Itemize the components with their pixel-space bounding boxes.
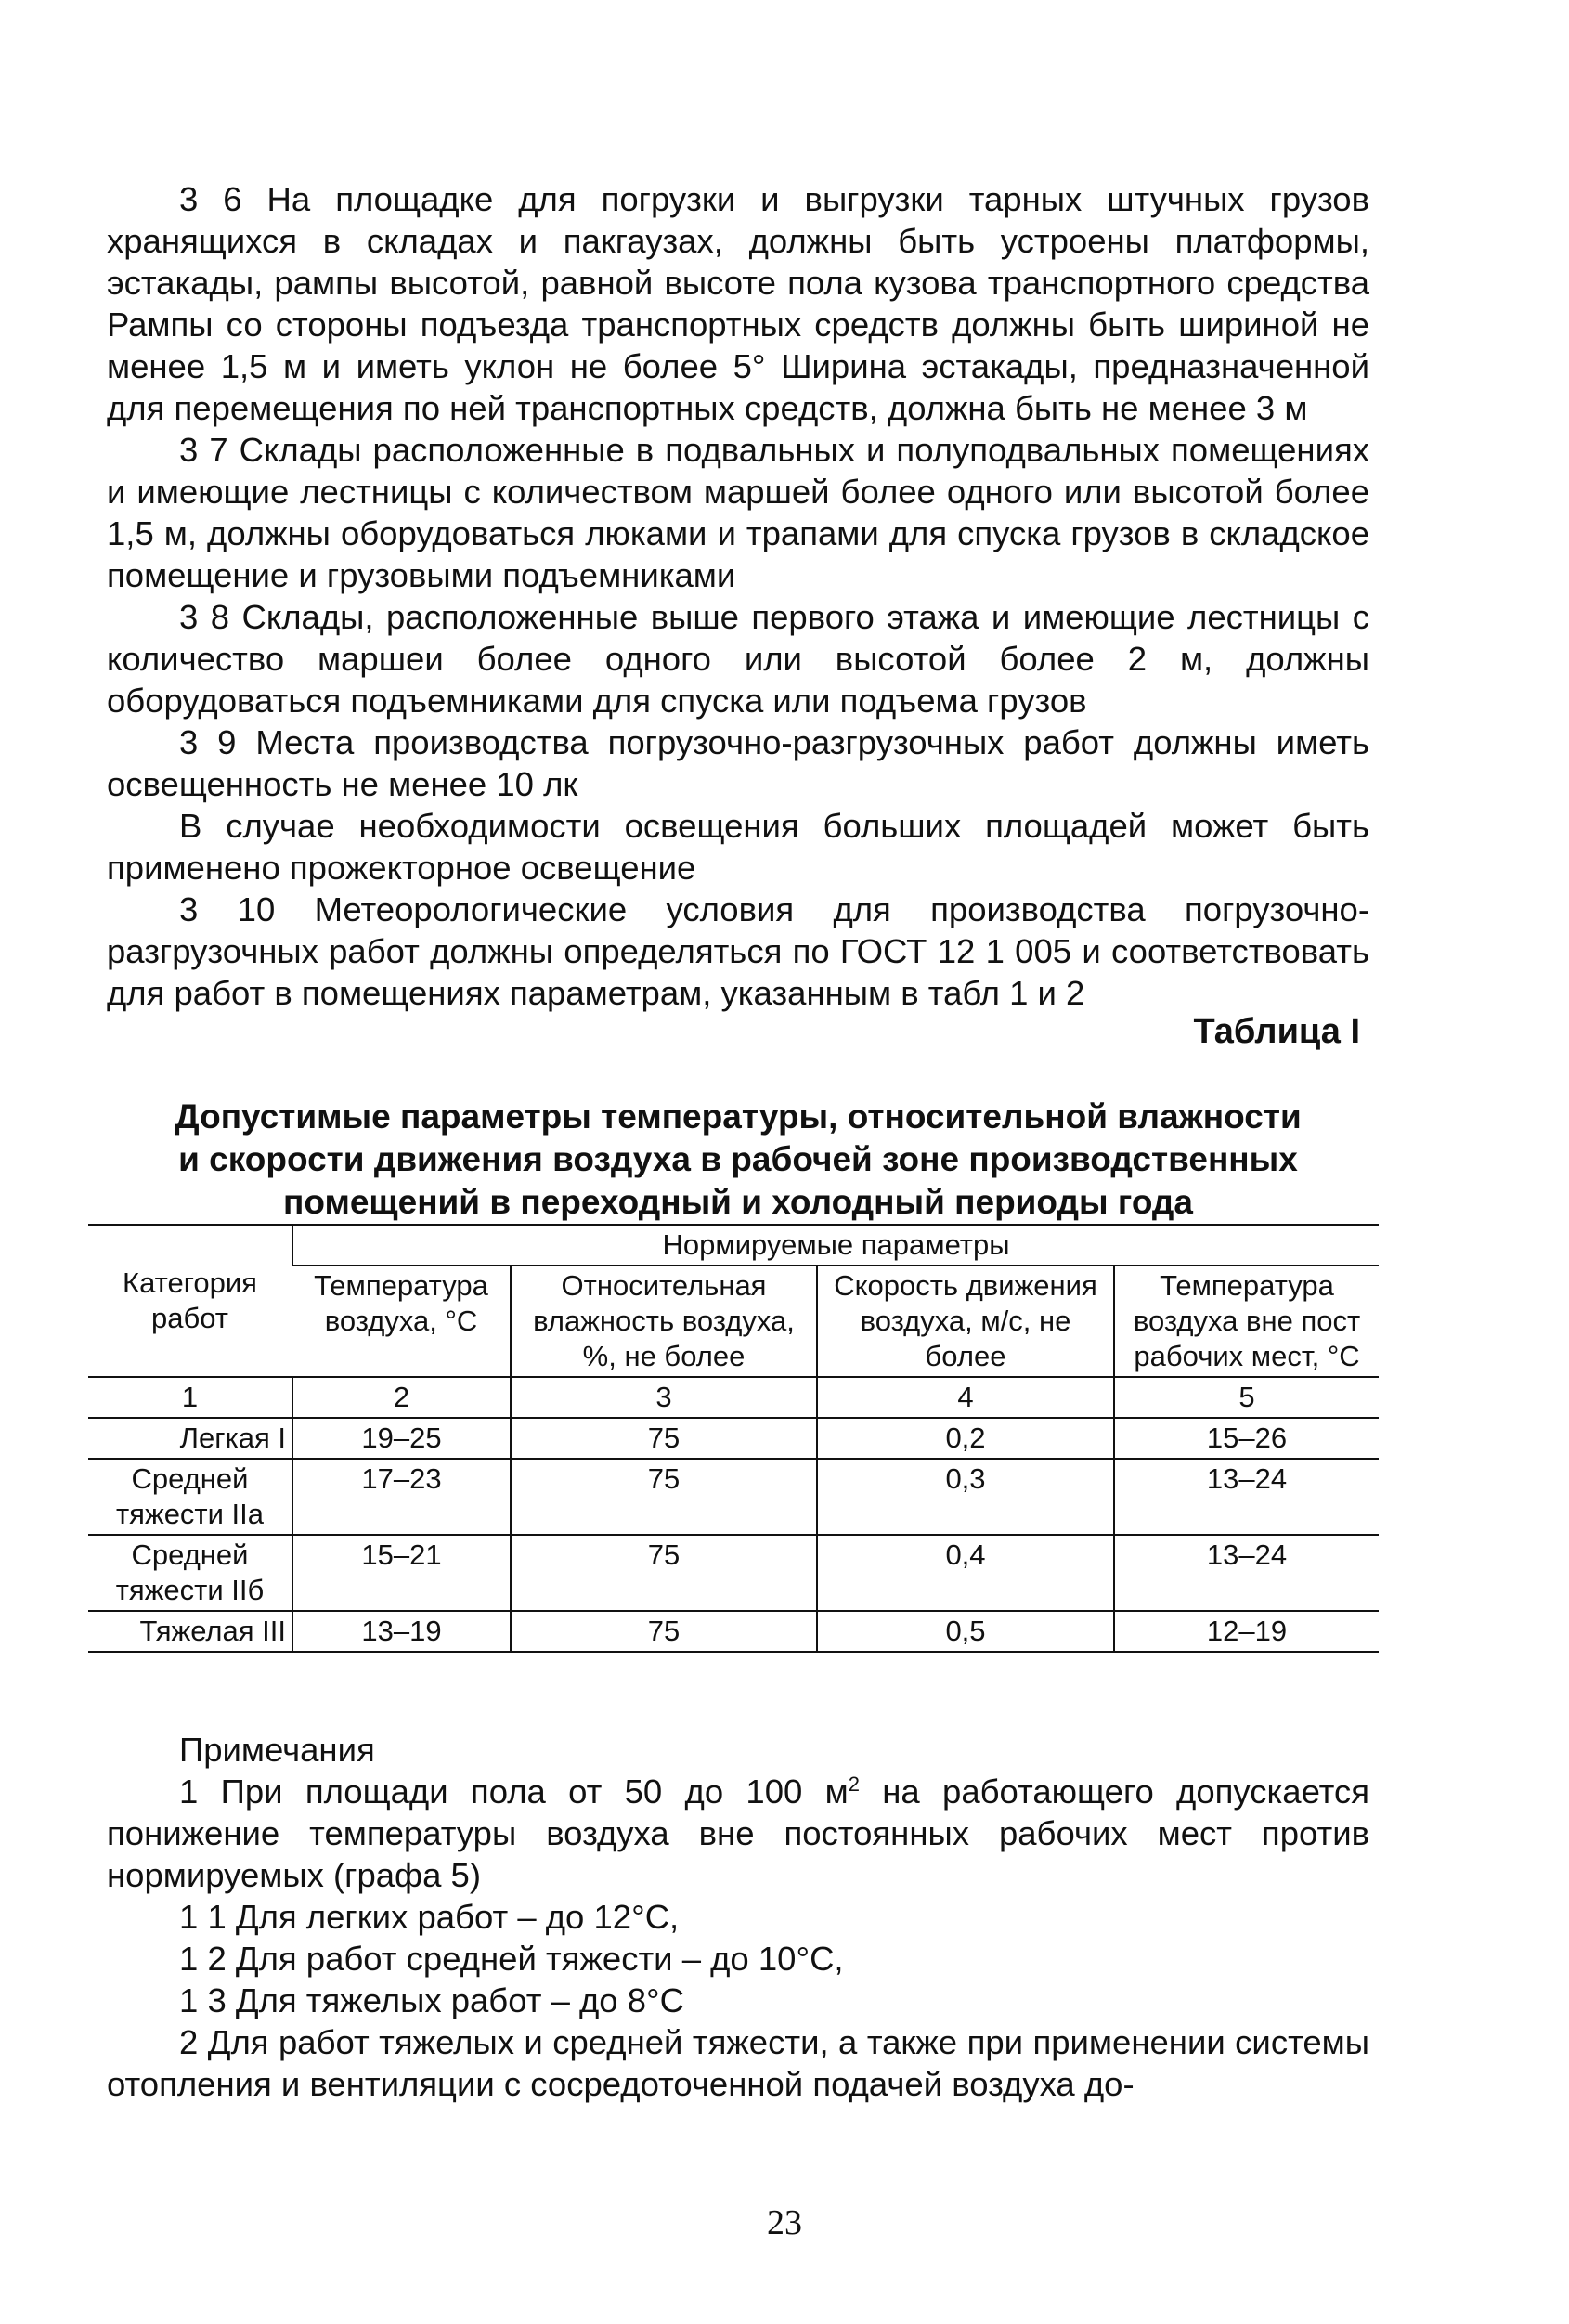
cell-temp-outside: 12–19	[1114, 1611, 1379, 1652]
note-1-1: 1 1 Для легких работ – до 12°С,	[179, 1898, 680, 1936]
header-category: Категория работ	[88, 1225, 292, 1377]
cell-speed: 0,4	[817, 1535, 1114, 1611]
cell-temp: 15–21	[292, 1535, 511, 1611]
note-1-3: 1 3 Для тяжелых работ – до 8°С	[179, 1981, 685, 2019]
table-row	[88, 1535, 1379, 1611]
cell-temp: 13–19	[292, 1611, 511, 1652]
cell-speed: 0,3	[817, 1459, 1114, 1535]
header-normalized-params: Нормируемые параметры	[292, 1225, 1379, 1266]
cell-speed: 0,2	[817, 1418, 1114, 1459]
cell-category: Средней тяжести IIа	[88, 1459, 292, 1535]
cell-temp-outside: 13–24	[1114, 1535, 1379, 1611]
cell-category: Средней тяжести IIб	[88, 1535, 292, 1611]
paragraph-3-9: 3 9 Места производства погрузочно-разгрузочных работ должны иметь освещенность не менее 10 лк	[107, 723, 1369, 803]
note-1-text: 1 При площади пола от 50 до 100 м	[179, 1772, 849, 1811]
header-air-temperature: Температура воздуха, °С	[314, 1269, 488, 1337]
body-text	[107, 178, 1369, 1014]
table-row	[88, 1611, 1379, 1652]
column-number: 4	[817, 1377, 1114, 1418]
cell-humidity: 75	[511, 1611, 817, 1652]
cell-category: Тяжелая III	[88, 1611, 292, 1652]
paragraph-3-8: 3 8 Склады, расположенные выше первого этажа и имеющие лестницы с количество маршеи более одного или высотой более 2 м, должны оборудоваться подъемниками для спуска или подъема грузов	[107, 598, 1369, 720]
table-title-line: и скорости движения воздуха в рабочей зоне производственных	[178, 1140, 1298, 1178]
cell-humidity: 75	[511, 1459, 817, 1535]
header-relative-humidity: Относительная влажность воздуха, %, не более	[511, 1266, 817, 1377]
table-row	[88, 1418, 1379, 1459]
cell-humidity: 75	[511, 1535, 817, 1611]
table-title	[107, 1096, 1369, 1224]
paragraph-3-10: 3 10 Метеорологические условия для производства погрузочно-разгрузочных работ должны определяться по ГОСТ 12 1 005 и соответствовать для работ в помещениях параметрам, указанным в табл 1 и 2	[107, 890, 1369, 1012]
note-1-superscript: 2	[848, 1772, 860, 1796]
column-number: 2	[292, 1377, 511, 1418]
table-title-line: Допустимые параметры температуры, относительной влажности	[175, 1097, 1302, 1136]
note-1-text-cont: на работающего допускается понижение температуры воздуха вне постоянных рабочих мест против нормируемых (графа 5)	[107, 1772, 1369, 1894]
column-number: 3	[511, 1377, 817, 1418]
parameters-table	[88, 1224, 1379, 1653]
table-number: Таблица I	[1193, 1012, 1360, 1051]
paragraph-3-7: 3 7 Склады расположенные в подвальных и полуподвальных помещениях и имеющие лестницы с количеством маршей более одного или высотой более 1,5 м, должны оборудоваться люками и трапами для спуска грузов в складское помещение и грузовыми подъемниками	[107, 431, 1369, 594]
page-number: 23	[767, 2203, 802, 2242]
cell-temp: 17–23	[292, 1459, 511, 1535]
table-row	[88, 1459, 1379, 1535]
column-number: 1	[88, 1377, 292, 1418]
cell-humidity: 75	[511, 1418, 817, 1459]
cell-temp-outside: 15–26	[1114, 1418, 1379, 1459]
cell-temp: 19–25	[292, 1418, 511, 1459]
cell-temp-outside: 13–24	[1114, 1459, 1379, 1535]
notes-section	[107, 1729, 1369, 2105]
column-number: 5	[1114, 1377, 1379, 1418]
header-air-speed: Скорость движения воздуха, м/с, не более	[817, 1266, 1114, 1377]
paragraph-lighting: В случае необходимости освещения больших площадей может быть применено прожекторное освещение	[107, 807, 1369, 887]
notes-heading: Примечания	[179, 1731, 375, 1769]
cell-speed: 0,5	[817, 1611, 1114, 1652]
header-temp-outside-workplace: Температура воздуха вне пост рабочих мест, °С	[1114, 1266, 1379, 1377]
note-1-2: 1 2 Для работ средней тяжести – до 10°С,	[179, 1940, 844, 1978]
cell-category: Легкая I	[88, 1418, 292, 1459]
note-1	[107, 1771, 1369, 1896]
note-2: 2 Для работ тяжелых и средней тяжести, а также при применении системы отопления и вентиляции с сосредоточенной подачей воздуха до-	[107, 2023, 1369, 2103]
paragraph-3-6: 3 6 На площадке для погрузки и выгрузки тарных штучных грузов хранящихся в складах и пакгаузах, должны быть устроены платформы, эстакады, рампы высотой, равной высоте пола кузова транспортного средства Рампы со стороны подъезда транспортных средств должны быть шириной не менее 1,5 м и иметь уклон не более 5° Ширина эстакады, предназначенной для перемещения по ней транспортных средств, должна быть не менее 3 м	[107, 180, 1369, 427]
table-title-line: помещений в переходный и холодный периоды года	[283, 1183, 1193, 1221]
